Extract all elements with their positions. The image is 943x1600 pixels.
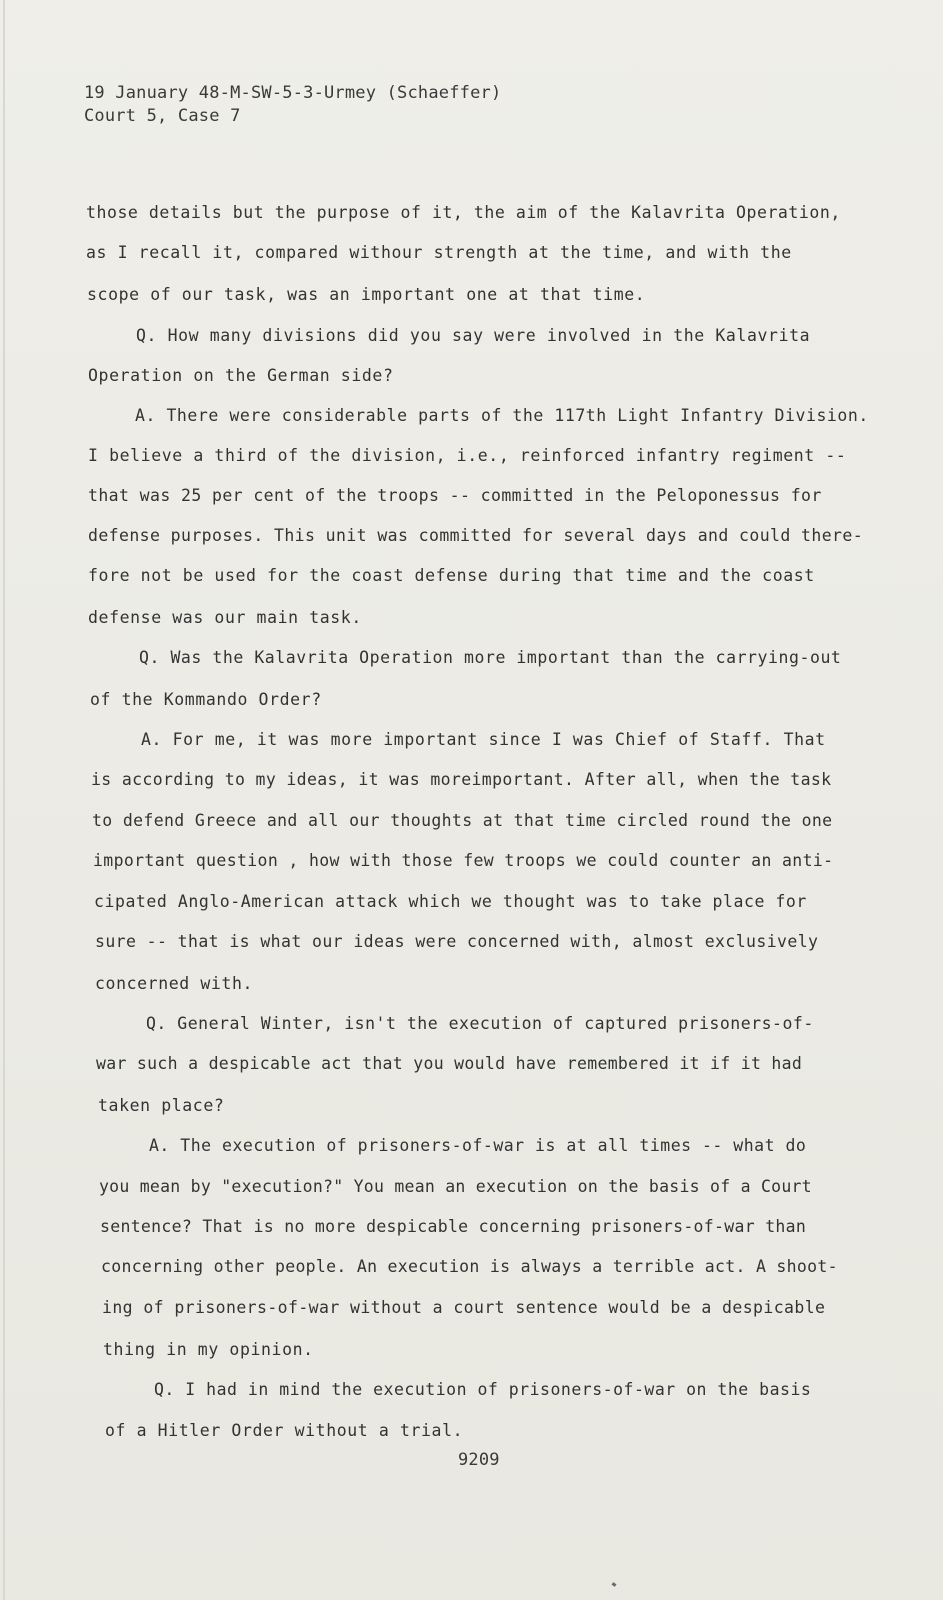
body-line: A. The execution of prisoners-of-war is at all times -- what do <box>149 1136 807 1155</box>
body-line: those details but the purpose of it, the aim of the Kalavrita Operation, <box>86 203 841 222</box>
body-line: Operation on the German side? <box>88 366 394 385</box>
body-line: that was 25 per cent of the troops -- committed in the Peloponessus for <box>88 486 822 505</box>
paper-speck <box>612 1582 617 1587</box>
header-court-case: Court 5, Case 7 <box>84 106 241 126</box>
body-line: war such a despicable act that you would have remembered it if it had <box>96 1054 803 1073</box>
body-line: thing in my opinion. <box>103 1340 314 1359</box>
body-line: fore not be used for the coast defense during that time and the coast <box>88 566 815 585</box>
body-line: A. For me, it was more important since I was Chief of Staff. That <box>141 730 826 749</box>
body-line: as I recall it, compared withour strength at the time, and with the <box>86 243 792 262</box>
body-line: concerning other people. An execution is always a terrible act. A shoot- <box>101 1257 838 1276</box>
body-line: sure -- that is what our ideas were concerned with, almost exclusively <box>95 932 819 951</box>
document-header <box>84 82 501 128</box>
body-line: Q. How many divisions did you say were involved in the Kalavrita <box>136 326 811 345</box>
body-line: I believe a third of the division, i.e., reinforced infantry regiment -- <box>88 446 847 465</box>
body-line: taken place? <box>98 1096 225 1115</box>
body-line: of a Hitler Order without a trial. <box>105 1421 464 1440</box>
body-line: defense was our main task. <box>88 608 362 627</box>
page-number: 9209 <box>458 1450 500 1470</box>
body-line: defense purposes. This unit was committed for several days and could there- <box>88 526 864 545</box>
header-date-reference: 19 January 48-M-SW-5-3-Urmey (Schaeffer) <box>84 83 502 103</box>
body-line: sentence? That is no more despicable concerning prisoners-of-war than <box>100 1217 807 1236</box>
body-line: concerned with. <box>95 974 254 993</box>
body-line: you mean by "execution?" You mean an execution on the basis of a Court <box>99 1177 812 1196</box>
body-line: Q. General Winter, isn't the execution of captured prisoners-of- <box>146 1014 814 1033</box>
body-line: ing of prisoners-of-war without a court sentence would be a despicable <box>102 1298 826 1317</box>
body-line: scope of our task, was an important one at that time. <box>87 285 646 304</box>
body-line: Q. I had in mind the execution of prisoners-of-war on the basis <box>154 1380 812 1399</box>
body-line: is according to my ideas, it was moreimportant. After all, when the task <box>91 770 832 789</box>
body-line: of the Kommando Order? <box>90 690 322 709</box>
body-line: cipated Anglo-American attack which we thought was to take place for <box>94 892 807 911</box>
body-line: A. There were considerable parts of the 117th Light Infantry Division. <box>135 406 869 425</box>
body-line: to defend Greece and all our thoughts at that time circled round the one <box>92 811 833 830</box>
body-line: important question , how with those few troops we could counter an anti- <box>93 851 834 870</box>
body-line: Q. Was the Kalavrita Operation more important than the carrying-out <box>139 648 842 667</box>
